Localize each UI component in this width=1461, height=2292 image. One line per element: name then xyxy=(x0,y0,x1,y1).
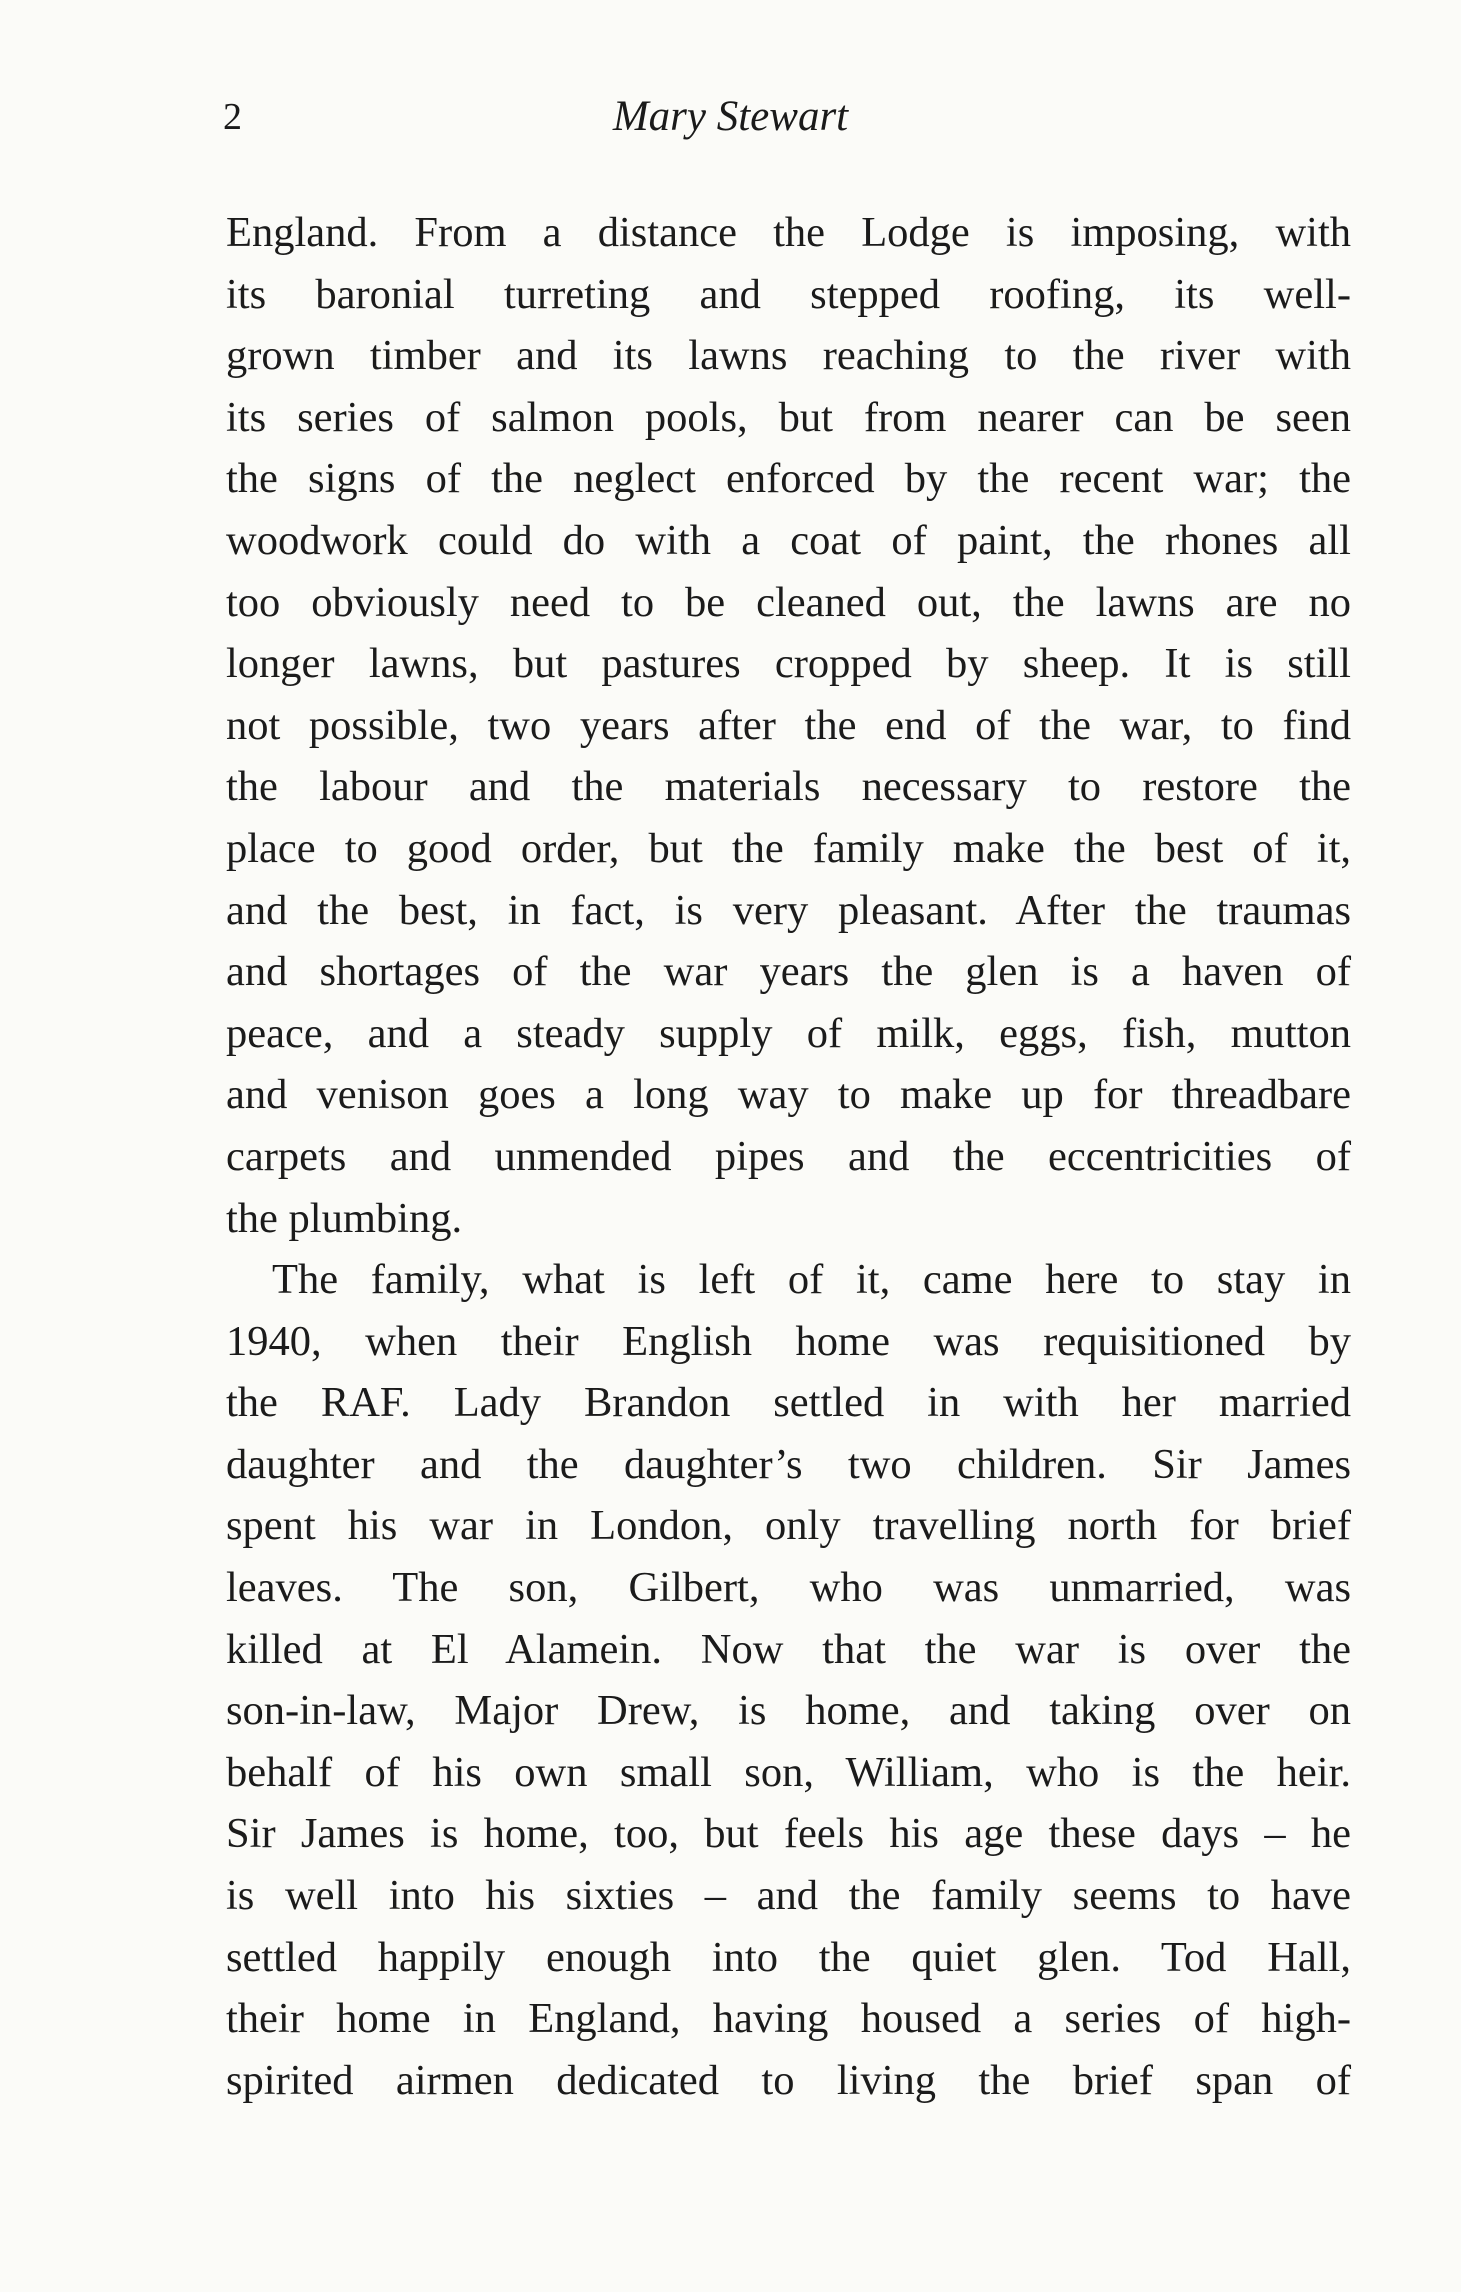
text-line: daughter and the daughter’s two children. Sir James xyxy=(226,1440,1351,1488)
text-line: spent his war in London, only travelling north for brief xyxy=(226,1502,1351,1550)
text-line: the RAF. Lady Brandon settled in with her married xyxy=(226,1379,1351,1427)
text-line: longer lawns, but pastures cropped by sheep. It is still xyxy=(226,640,1351,688)
text-line: leaves. The son, Gilbert, who was unmarried, was xyxy=(226,1564,1351,1612)
text-line: son-in-law, Major Drew, is home, and taking over on xyxy=(226,1687,1351,1735)
paragraph-1 xyxy=(226,202,1351,1249)
text-line: grown timber and its lawns reaching to the river with xyxy=(226,332,1351,380)
running-head-author: Mary Stewart xyxy=(612,93,849,140)
text-line: their home in England, having housed a series of high- xyxy=(226,1995,1351,2043)
text-line: spirited airmen dedicated to living the brief span of xyxy=(226,2056,1351,2104)
text-line: too obviously need to be cleaned out, the lawns are no xyxy=(226,578,1351,626)
text-line: is well into his sixties – and the family seems to have xyxy=(226,1872,1351,1920)
text-line: carpets and unmended pipes and the eccentricities of xyxy=(226,1132,1351,1180)
text-line: its baronial turreting and stepped roofing, its well- xyxy=(226,270,1351,318)
text-line: the signs of the neglect enforced by the recent war; the xyxy=(226,455,1351,503)
text-line: Sir James is home, too, but feels his age these days – he xyxy=(226,1810,1351,1858)
body-text xyxy=(226,202,1351,2111)
page-number: 2 xyxy=(223,96,242,138)
text-line: its series of salmon pools, but from nearer can be seen xyxy=(226,393,1351,441)
text-line: and venison goes a long way to make up for threadbare xyxy=(226,1071,1351,1119)
text-line: killed at El Alamein. Now that the war is over the xyxy=(226,1625,1351,1673)
text-line: and the best, in fact, is very pleasant. After the traumas xyxy=(226,886,1351,934)
text-line: peace, and a steady supply of milk, eggs, fish, mutton xyxy=(226,1009,1351,1057)
text-line: The family, what is left of it, came here to stay in xyxy=(272,1256,1351,1304)
text-line: 1940, when their English home was requisitioned by xyxy=(226,1317,1351,1365)
paragraph-2 xyxy=(226,1249,1351,2111)
text-line: the labour and the materials necessary to restore the xyxy=(226,763,1351,811)
text-line: not possible, two years after the end of the war, to find xyxy=(226,701,1351,749)
text-line: woodwork could do with a coat of paint, the rhones all xyxy=(226,516,1351,564)
text-line: settled happily enough into the quiet glen. Tod Hall, xyxy=(226,1933,1351,1981)
text-line: behalf of his own small son, William, who is the heir. xyxy=(226,1748,1351,1796)
text-line: England. From a distance the Lodge is imposing, with xyxy=(226,209,1351,256)
text-line: place to good order, but the family make the best of it, xyxy=(226,824,1351,872)
text-line: and shortages of the war years the glen is a haven of xyxy=(226,948,1351,996)
text-line: the plumbing. xyxy=(226,1194,463,1242)
